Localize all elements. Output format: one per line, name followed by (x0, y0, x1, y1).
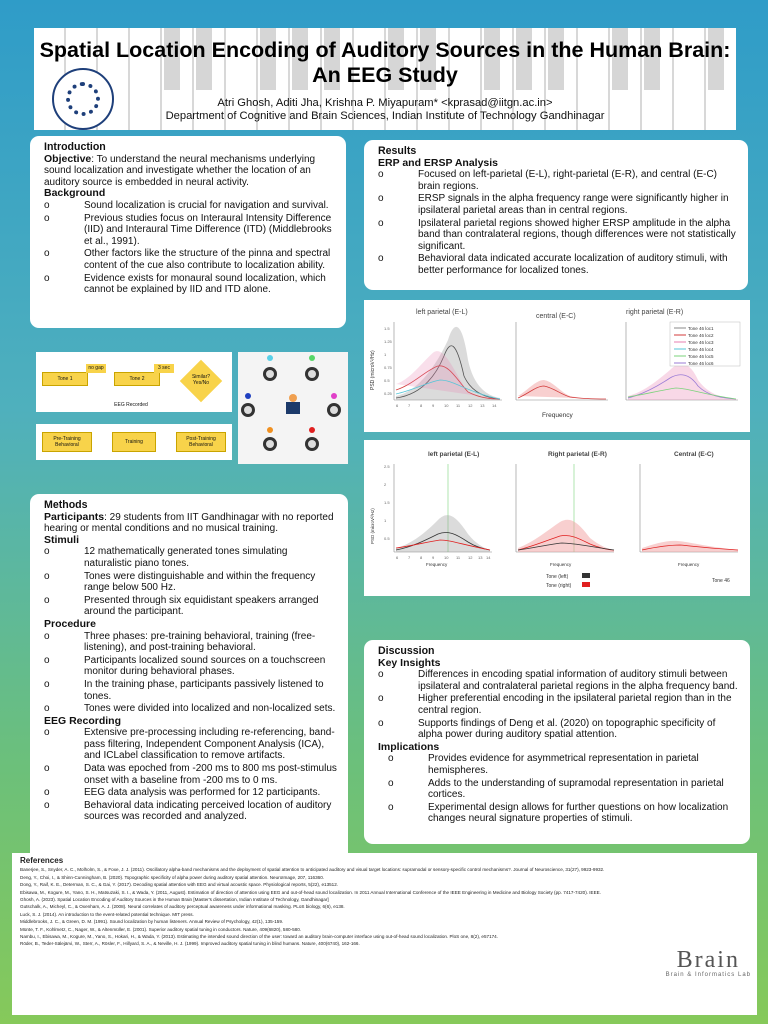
stimuli-list (44, 546, 338, 618)
xtick: 8 (420, 555, 423, 560)
authors: Atri Ghosh, Aditi Jha, Krishna P. Miyapuram* <kprasad@iitgn.ac.in> (217, 97, 553, 109)
results-box (364, 140, 748, 290)
poster-header (34, 28, 736, 130)
results-subheading: ERP and ERSP Analysis (378, 156, 499, 169)
legend-label: Tone (left) (546, 574, 569, 580)
psd-top-legend (670, 322, 740, 366)
legend-label: Tone 46 loc5 (688, 354, 714, 359)
reference-item: Ebisawa, M., Kogure, M., Yano, S. H., Matsuzaki, S. I., & Wada, Y. (2011, August). Estimation of direction of attention using EEG and out-of-head sound localization. In 2011 Annual International Conference of the IEEE Engineering in Medicine and Biology Society (pp. 7417-7420). IEEE. (20, 889, 602, 895)
discussion-box (364, 640, 750, 844)
list-item: o Participants localized sound sources on a touchscreen monitor during behavioral phases. (44, 655, 338, 678)
background-label: Background (44, 187, 106, 200)
poster-title (34, 38, 736, 88)
posttraining-box: Post-Training Behavioral (176, 432, 226, 452)
list-item: o In the training phase, participants passively listened to tones. (44, 679, 338, 702)
xtick: 12 (468, 555, 473, 560)
xtick: 13 (478, 555, 483, 560)
eeg-recorded-label: EEG Recorded (114, 402, 148, 408)
background-list (44, 200, 336, 296)
legend-label: Tone 46 loc1 (688, 326, 714, 331)
psd-top-xlabel: Frequency (542, 412, 573, 419)
training-phases-figure (36, 424, 232, 460)
tone-label: Tone 46 (712, 578, 730, 584)
xtick: 11 (456, 403, 461, 408)
results-heading: Results (378, 145, 417, 157)
legend-label: Tone 46 loc6 (688, 361, 714, 366)
xtick: 7 (408, 403, 411, 408)
list-item: o Sound localization is crucial for navigation and survival. (44, 200, 336, 212)
psd-top-title-er: right parietal (E-R) (626, 309, 684, 316)
psd-bottom-title-er: Right parietal (E-R) (548, 451, 607, 458)
methods-box (30, 494, 348, 866)
legend-label: Tone (right) (546, 583, 572, 589)
implications-list (378, 753, 740, 825)
ytick: 1 (384, 518, 387, 523)
list-item: o Tones were divided into localized and non-localized sets. (44, 703, 338, 715)
xtick: 10 (444, 403, 449, 408)
participants-text: : 29 students from IIT Gandhinagar with no reported hearing or mental conditions and no musical training. (44, 511, 334, 535)
delay-label: 3 sec (154, 364, 174, 373)
list-item: o Three phases: pre-training behavioral, training (free-listening), and post-training behavioral. (44, 631, 338, 654)
legend-label: Tone 46 loc2 (688, 333, 714, 338)
decision-label: Similar? Yes/No (191, 374, 211, 386)
results-list (378, 169, 738, 276)
legend-label: Tone 46 loc4 (688, 347, 714, 352)
legend-label: Tone 46 loc3 (688, 340, 714, 345)
psd-bottom-xlabel-el: Frequency (426, 562, 448, 567)
objective (44, 154, 336, 189)
ytick: 1.5 (384, 326, 390, 331)
list-item: o Other factors like the structure of the pinna and spectral content of the cue also contribute to localization ability. (44, 248, 336, 271)
author-block (34, 97, 736, 123)
no-gap-label: no gap (86, 364, 106, 373)
list-item: o Provides evidence for asymmetrical representation in parietal hemispheres. (388, 753, 740, 776)
brain-lab-sub: Brain & Informatics Lab (665, 972, 751, 978)
list-item: o Presented through six equidistant speakers arranged around the participant. (44, 595, 338, 618)
reference-item: Middlebrooks, J. C., & Green, D. M. (1991). Sound localization by human listeners. Annual Review of Psychology, 42(1), 135-159. (20, 919, 284, 925)
tone2-box: Tone 2 (114, 372, 160, 386)
participants-label: Participants (44, 510, 105, 523)
participants (44, 512, 338, 535)
design-flow-figure (36, 352, 232, 412)
xtick: 14 (492, 403, 497, 408)
ytick: 0.5 (384, 378, 390, 383)
speaker-setup-figure (238, 352, 348, 464)
psd-top-svg (364, 300, 750, 432)
xtick: 14 (486, 555, 491, 560)
psd-top-title-el: left parietal (E-L) (416, 309, 468, 316)
xtick: 6 (396, 555, 399, 560)
reference-item: Luck, S. J. (2014). An introduction to the event-related potential technique. MIT press. (20, 911, 194, 917)
psd-bottom-ylabel: PSD (microV²/Hz) (370, 508, 375, 544)
list-item: o Tones were distinguishable and within the frequency range below 500 Hz. (44, 571, 338, 594)
psd-bottom-svg (364, 440, 750, 596)
introduction-box (30, 136, 346, 328)
procedure-list (44, 631, 338, 715)
reference-item: Münte, T. F., Kohlmetz, C., Nager, W., & Altenmüller, E. (2001). Superior auditory spatial tuning in conductors. Nature, 409(6820), 580-580. (20, 926, 302, 932)
speaker-setup-svg (238, 352, 348, 464)
list-item: o ERSP signals in the alpha frequency range were significantly higher in ipsilateral parietal areas than in central regions. (378, 193, 738, 216)
ytick: 1.5 (384, 500, 390, 505)
psd-top-ylabel: PSD (microV²/Hz) (370, 350, 376, 390)
psd-bottom-xlabel-ec: Frequency (678, 562, 700, 567)
list-item: o Data was epoched from -200 ms to 800 ms post-stimulus onset with a baseline from -200 ms to 0 ms. (44, 763, 338, 786)
reference-item: Banerjee, S., Snyder, A. C., Molholm, S., & Foxe, J. J. (2011). Oscillatory alpha-band mechanisms and the deployment of spatial attention to anticipated auditory and visual target locations: supramodal or sensory-specific control mechanisms?. Journal of Neuroscience, 31(27), 9923-9932. (20, 867, 605, 873)
eeg-label: EEG Recording (44, 714, 122, 727)
psd-bottom-xlabel-er: Frequency (550, 562, 572, 567)
insights-list (378, 669, 740, 741)
psd-top-title-ec: central (E-C) (536, 313, 576, 320)
affiliation: Department of Cognitive and Brain Sciences, Indian Institute of Technology Gandhinagar (165, 110, 605, 122)
objective-label: Objective (44, 152, 92, 165)
xtick: 12 (468, 403, 473, 408)
list-item: o Higher preferential encoding in the ipsilateral parietal region than in the central region. (378, 693, 740, 716)
reference-item: Nambu, I., Ebisawa, M., Kogure, M., Yano, S., Hokari, H., & Wada, Y. (2013). Estimating the intended sound direction of the user: toward an auditory brain-computer interface using out-of-head sound localization. PloS one, 8(2), e57174. (20, 934, 499, 940)
list-item: o Focused on left-parietal (E-L), right-parietal (E-R), and central (E-C) brain regions. (378, 169, 738, 192)
xtick: 11 (456, 555, 461, 560)
participant-icon (286, 394, 300, 414)
tone1-box: Tone 1 (42, 372, 88, 386)
reference-item: Röder, B., Teder-Sälejärvi, W., Sterr, A., Rösler, F., Hillyard, S. A., & Neville, H. J. (1999). Improved auditory spatial tuning in blind humans. Nature, 400(6740), 162-166. (20, 941, 360, 947)
list-item: o Experimental design allows for further questions on how localization changes neural signature properties of stimuli. (388, 802, 740, 825)
ytick: 2.5 (384, 464, 390, 469)
ytick: 0.25 (384, 391, 392, 396)
list-item: o Adds to the understanding of supramodal representation in parietal cortices. (388, 778, 740, 801)
psd-bottom-title-el: left parietal (E-L) (428, 451, 480, 458)
ytick: 0.75 (384, 365, 392, 370)
ytick: 1 (384, 352, 387, 357)
reference-item: Deng, Y., Choi, I., & Shinn-Cunningham, B. (2020). Topographic specificity of alpha power during auditory spatial attention. NeuroImage, 207, 116360. (20, 874, 325, 880)
training-box: Training (112, 432, 156, 452)
discussion-heading: Discussion (378, 645, 435, 657)
procedure-label: Procedure (44, 617, 96, 630)
psd-bottom-title-ec: Central (E-C) (674, 451, 714, 458)
list-item: o Ipsilateral parietal regions showed higher ERSP amplitude in the alpha band than contralateral regions, though differences were not statistically significant. (378, 218, 738, 253)
list-item: o Behavioral data indicating perceived location of auditory sources was recorded and analyzed. (44, 800, 338, 823)
xtick: 13 (480, 403, 485, 408)
xtick: 10 (444, 555, 449, 560)
references-box (12, 853, 757, 1015)
psd-bottom-legend (546, 573, 730, 589)
stimuli-label: Stimuli (44, 533, 80, 546)
xtick: 8 (420, 403, 423, 408)
list-item: o Behavioral data indicated accurate localization of auditory stimuli, with better performance for localized tones. (378, 253, 738, 276)
eeg-list (44, 727, 338, 823)
xtick: 9 (432, 403, 435, 408)
reference-item: Dong, Y., Raif, K. E., Determan, S. C., & Gai, Y. (2017). Decoding spatial attention with EEG and virtual acoustic space. Physiological reports, 5(22), e13512. (20, 882, 339, 888)
xtick: 7 (408, 555, 411, 560)
list-item: o 12 mathematically generated tones simulating naturalistic piano tones. (44, 546, 338, 569)
title-line-1: Spatial Location Encoding of Auditory Sources in the Human Brain: (39, 38, 731, 62)
psd-top-figure (364, 300, 750, 432)
ytick: 0.5 (384, 536, 390, 541)
methods-heading: Methods (44, 499, 88, 511)
insights-label: Key Insights (378, 656, 441, 669)
list-item: o EEG data analysis was performed for 12 participants. (44, 787, 338, 799)
implications-label: Implications (378, 740, 440, 753)
ytick: 2 (384, 482, 387, 487)
pretraining-box: Pre-Training Behavioral (42, 432, 92, 452)
reference-item: Ghosh, A. (2023). Spatial Location Encoding of Auditory Sources in the Human Brain [Master's dissertation, Indian Institute of Technology, Gandhinagar] (20, 897, 329, 903)
list-item: o Previous studies focus on Interaural Intensity Difference (IID) and Interaural Time Difference (ITD) (Middlebrooks et al., 1991). (44, 213, 336, 248)
brain-lab-logo (666, 948, 751, 979)
brain-lab-name: Brain (676, 947, 740, 973)
psd-bottom-figure (364, 440, 750, 596)
reference-item: Gutschalk, A., Micheyl, C., & Oxenham, A. J. (2008). Neural correlates of auditory perceptual awareness under informational masking. PLoS biology, 6(6), e138. (20, 904, 345, 910)
list-item: o Differences in encoding spatial information of auditory stimuli between ipsilateral and contralateral parietal regions in the alpha frequency band. (378, 669, 740, 692)
title-line-2: An EEG Study (312, 63, 458, 87)
objective-text: : To understand the neural mechanisms underlying sound localization and investigate whether the location of an auditory source is embedded in neural activity. (44, 153, 316, 188)
list-item: o Evidence exists for monaural sound localization, which cannot be explained by IID and ITD alone. (44, 273, 336, 296)
list-item: o Extensive pre-processing including re-referencing, band-pass filtering, Independent Component Analysis (ICA), and ICLabel classification to remove artifacts. (44, 727, 338, 762)
introduction-heading: Introduction (44, 141, 106, 153)
xtick: 6 (396, 403, 399, 408)
references-heading: References (20, 856, 64, 865)
ytick: 1.25 (384, 339, 392, 344)
list-item: o Supports findings of Deng et al. (2020) on topographic specificity of alpha power during auditory spatial attention. (378, 718, 740, 741)
xtick: 9 (432, 555, 435, 560)
psd-bottom-curves (396, 515, 738, 552)
